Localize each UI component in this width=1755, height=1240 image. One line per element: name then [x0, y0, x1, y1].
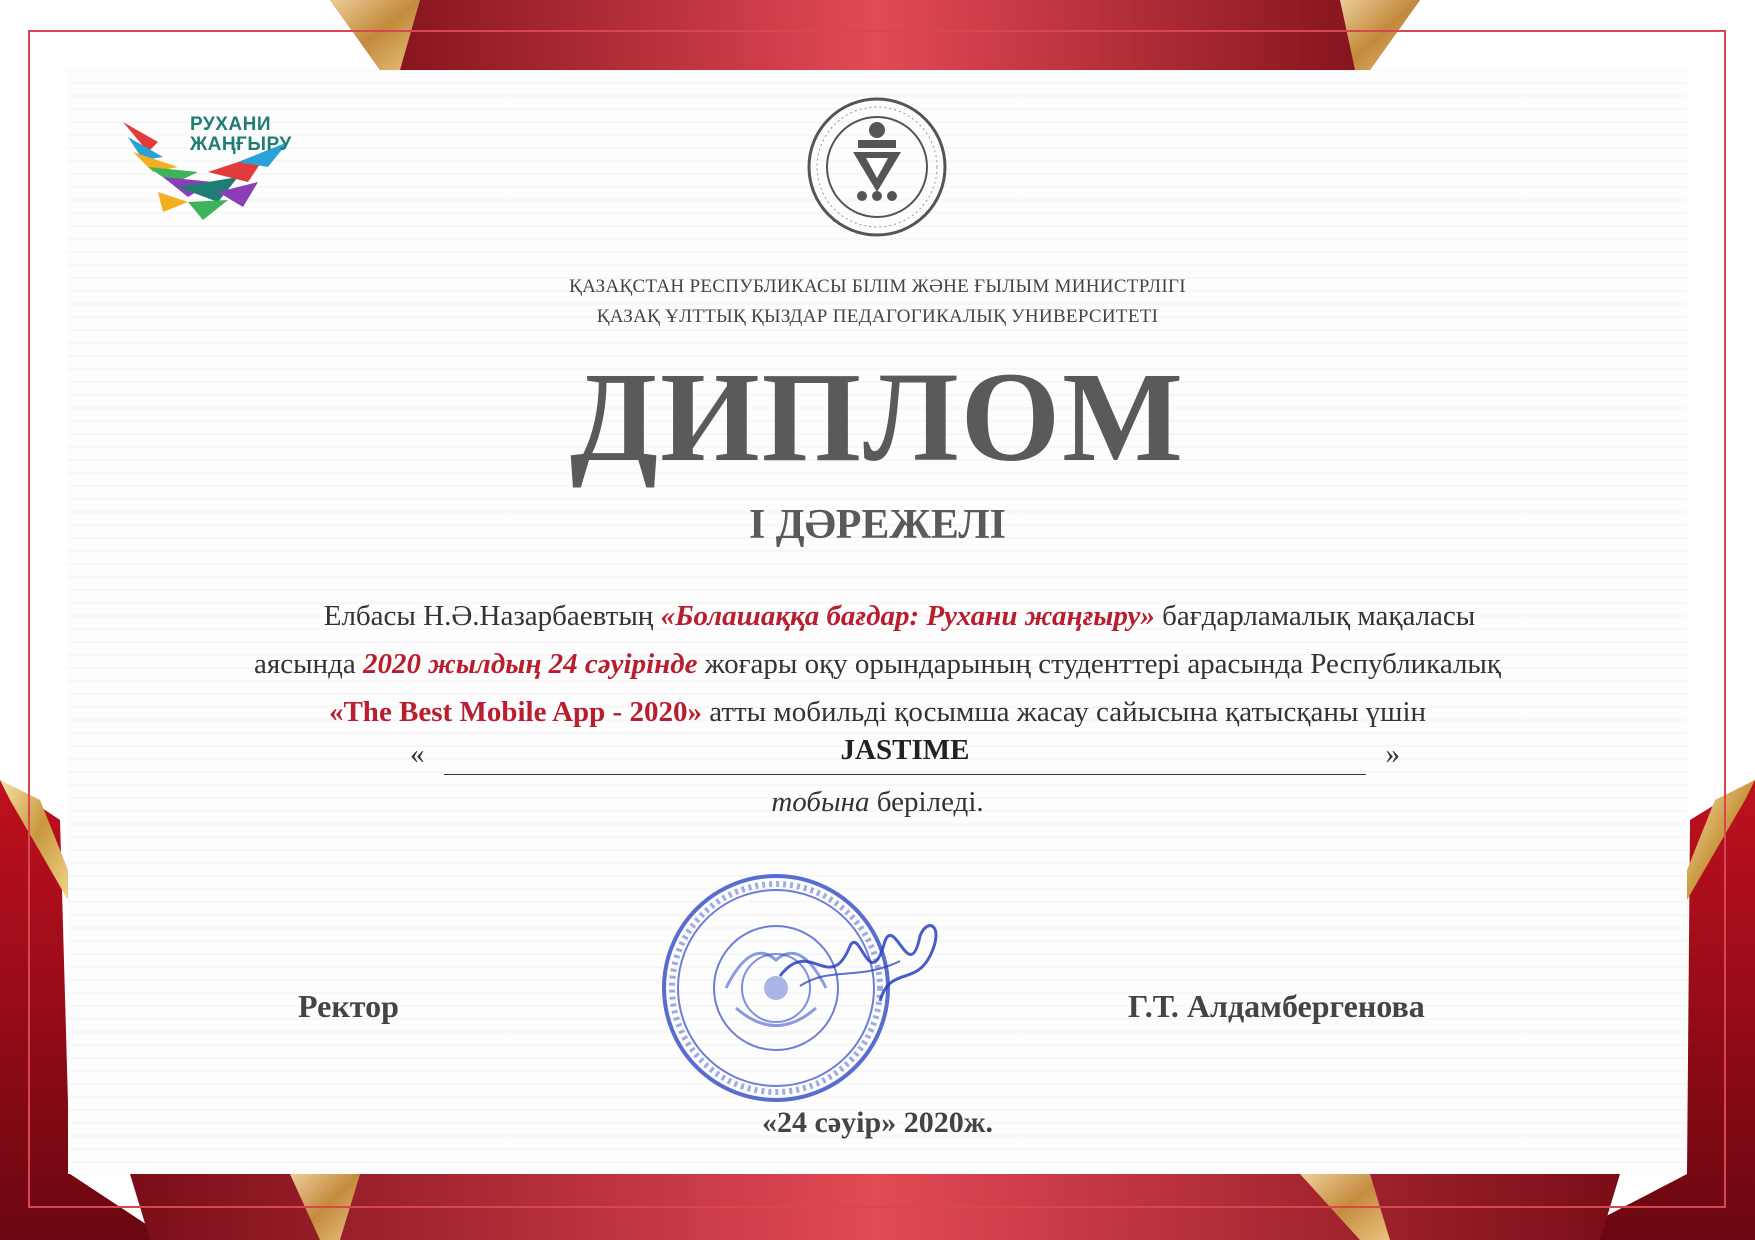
logo-line-1: РУХАНИ — [190, 114, 272, 135]
diploma-degree: І ДӘРЕЖЕЛІ — [748, 502, 1007, 548]
team-underline — [444, 774, 1366, 775]
logo-line-2: ЖАҢҒЫРУ — [190, 134, 292, 155]
awarded-to-rest: беріледі. — [869, 786, 984, 818]
body-line-3 — [0, 694, 1755, 730]
body-line-2-start: аясында — [253, 648, 363, 680]
quote-close: » — [1385, 738, 1400, 770]
university-name: ҚАЗАҚ ҰЛТТЫҚ ҚЫЗДАР ПЕДАГОГИКАЛЫҚ УНИВЕРСИТЕТІ — [596, 306, 1159, 327]
diploma-title: ДИПЛОМ — [570, 346, 1185, 488]
event-date: 2020 жылдың 24 сәуірінде — [362, 648, 698, 680]
rector-label: Ректор — [298, 988, 399, 1024]
rector-name: Г.Т. Алдамбергенова — [1128, 988, 1425, 1024]
issue-date: «24 сәуір» 2020ж. — [762, 1106, 993, 1139]
awarded-to-line — [0, 786, 1755, 819]
logo-wordmark — [190, 115, 292, 155]
team-name-row — [410, 734, 1400, 782]
body-line-2-end: жоғары оқу орындарының студенттері арасында Республикалық — [697, 648, 1502, 680]
body-line-1-end: бағдарламалық мақаласы — [1154, 600, 1476, 632]
body-line-1 — [0, 598, 1755, 634]
ministry-name: ҚАЗАҚСТАН РЕСПУБЛИКАСЫ БІЛІМ ЖӘНЕ ҒЫЛЫМ МИНИСТРЛІГІ — [569, 276, 1186, 297]
body-line-1-start: Елбасы Н.Ә.Назарбаевтың — [323, 600, 661, 632]
team-name: JASTIME — [840, 734, 970, 766]
program-name: «Болашаққа бағдар: Рухани жаңғыру» — [660, 600, 1155, 632]
body-line-2 — [0, 646, 1755, 682]
body-line-3-end: атты мобильді қосымша жасау сайысына қатысқаны үшін — [701, 696, 1427, 728]
rector-signature-icon — [770, 906, 950, 1026]
quote-open: « — [410, 738, 425, 770]
competition-name: «The Best Mobile App - 2020» — [328, 696, 702, 728]
university-emblem-icon — [806, 96, 948, 238]
awarded-to-italic: тобына — [771, 786, 870, 818]
